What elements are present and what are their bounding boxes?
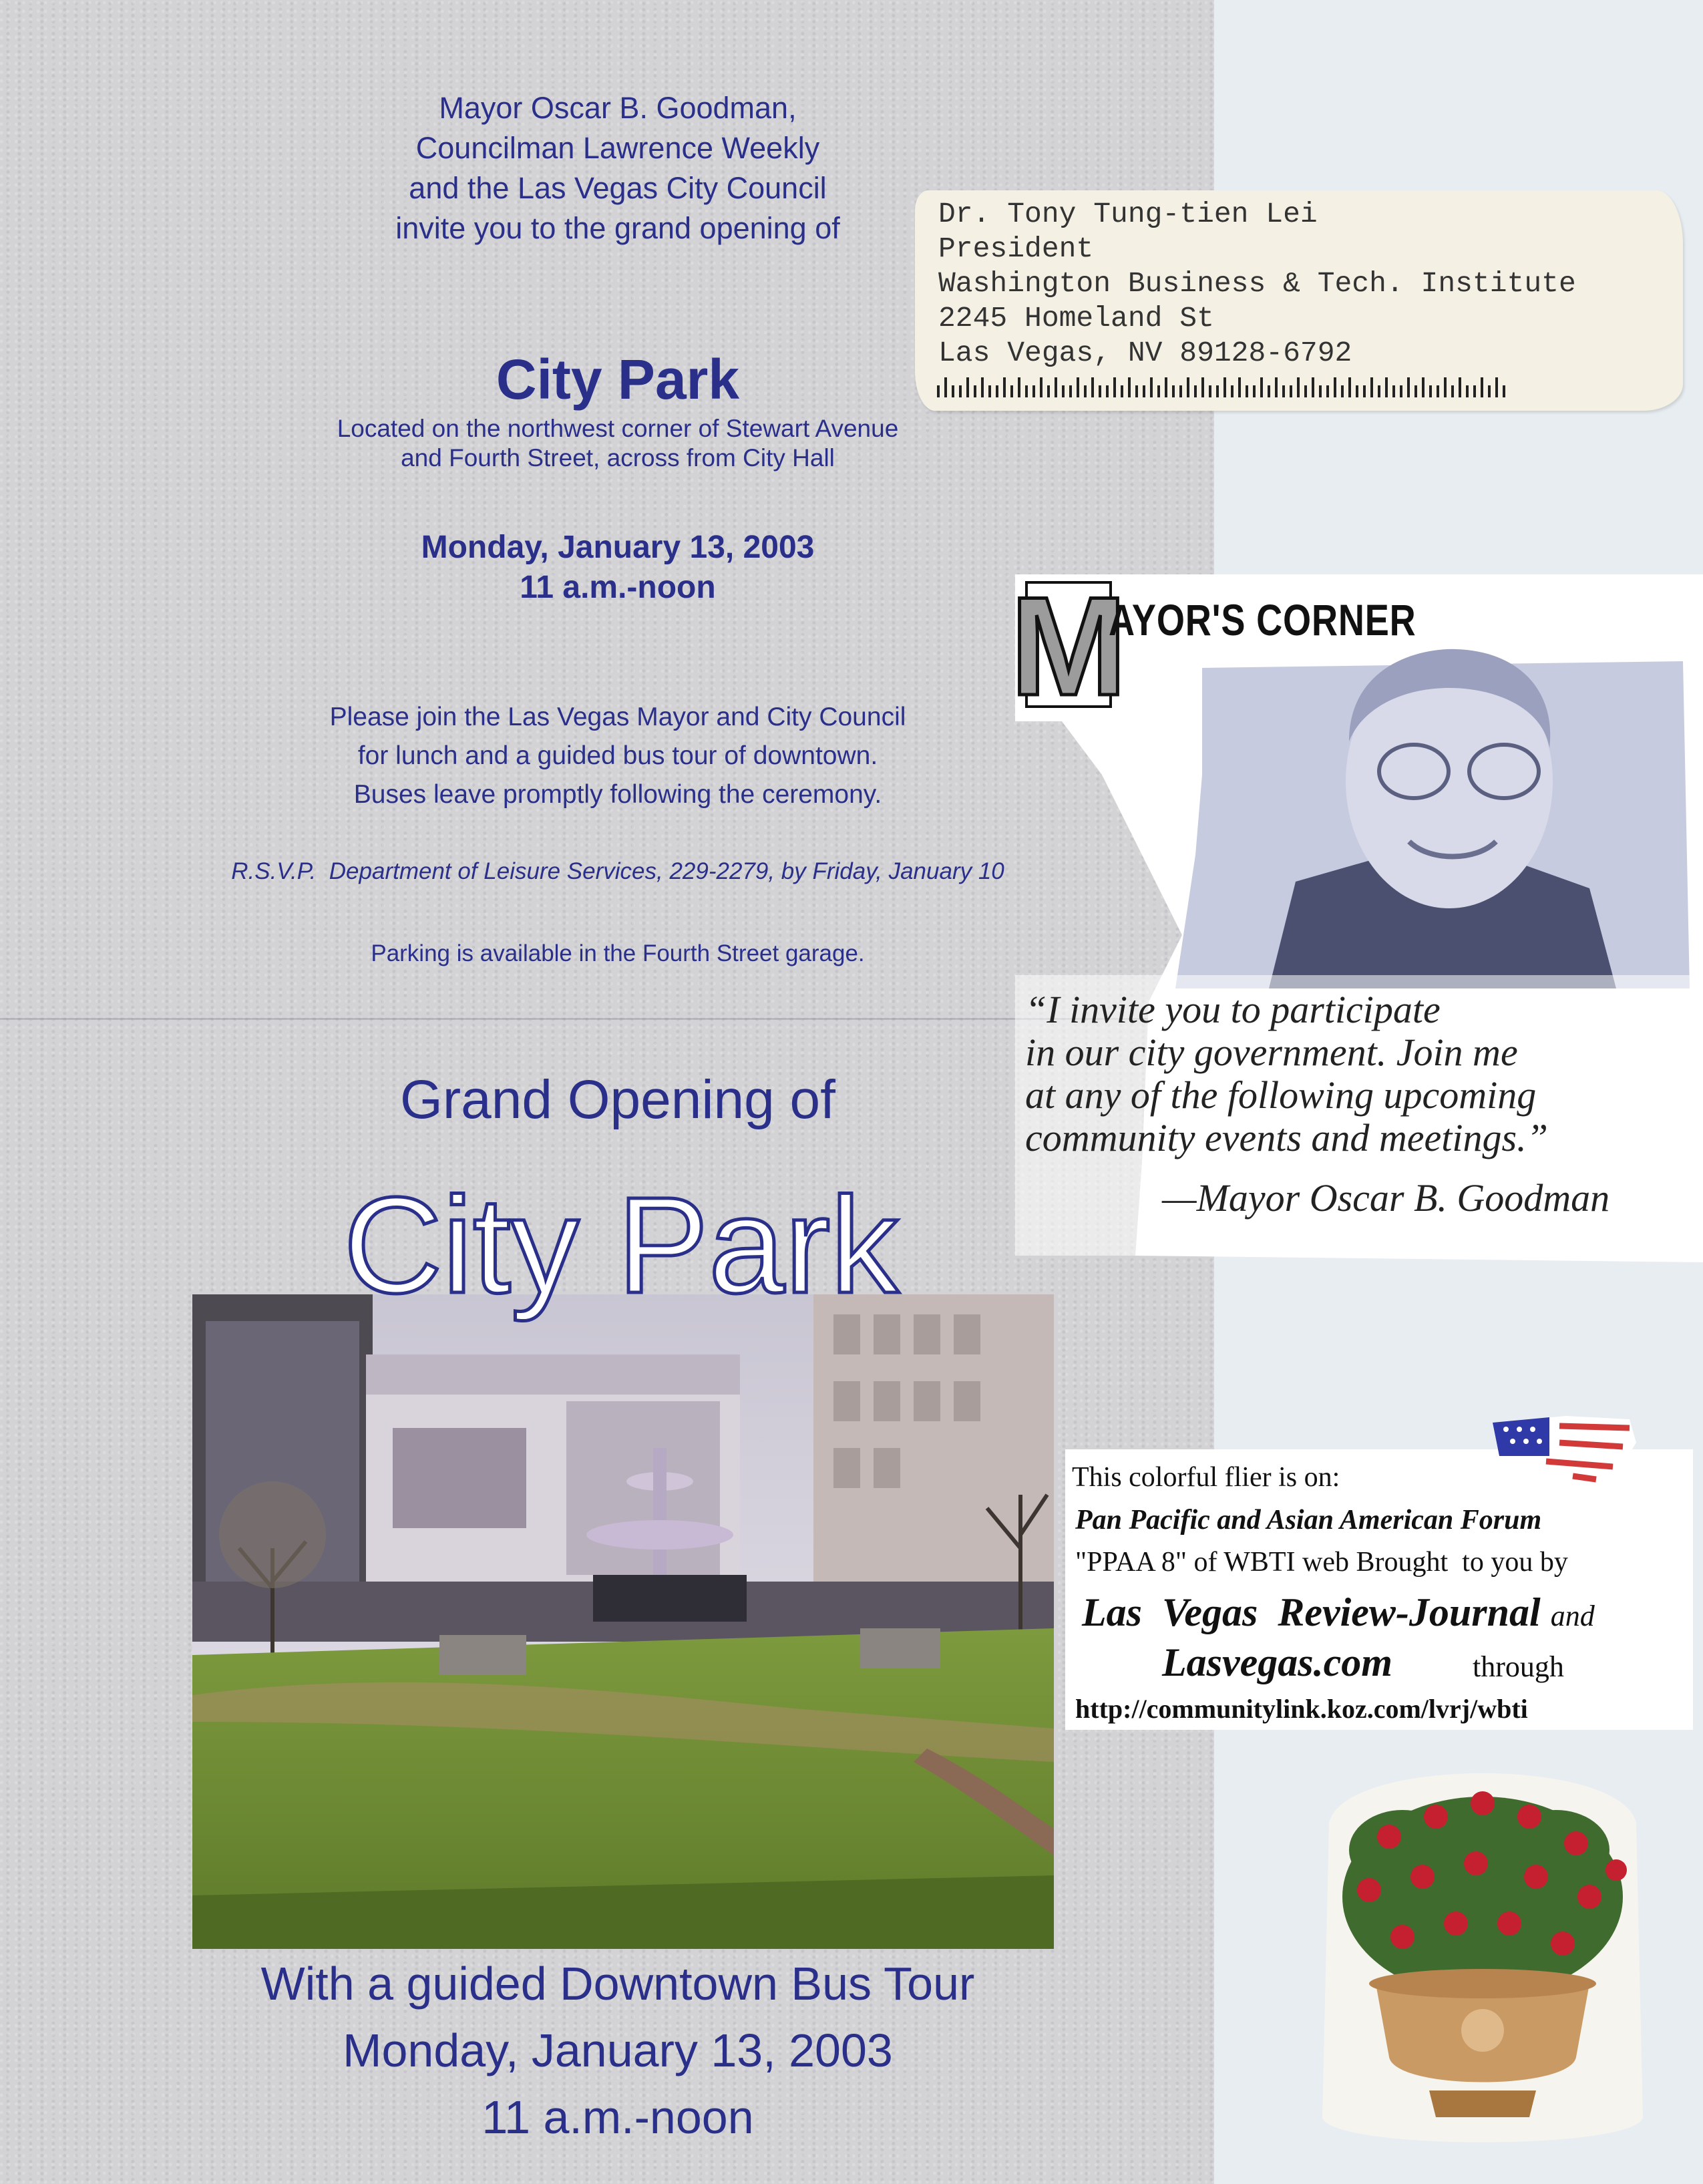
barcode-bar (1437, 385, 1439, 397)
join-line: Please join the Las Vegas Mayor and City Council (329, 703, 906, 731)
address-title: President (938, 232, 1094, 265)
barcode-bar (1444, 377, 1447, 397)
barcode-bar (1414, 385, 1417, 397)
barcode-bar (1348, 377, 1351, 397)
barcode-bar (1304, 385, 1307, 397)
event-date: Monday, January 13, 2003 (421, 530, 815, 565)
join-line: for lunch and a guided bus tour of downtown. (357, 741, 878, 770)
hosts-block (267, 88, 968, 248)
barcode-bar (1055, 377, 1057, 397)
location-line: Located on the northwest corner of Stewart Avenue (337, 415, 899, 442)
barcode-bar (1187, 377, 1189, 397)
mayors-corner-m-letter (1010, 568, 1127, 725)
barcode-bar (1179, 385, 1182, 397)
barcode-bar (988, 385, 991, 397)
barcode-bar (974, 385, 976, 397)
barcode-bar (1312, 377, 1314, 397)
barcode-bar (1268, 385, 1270, 397)
barcode-bar (1150, 377, 1153, 397)
barcode-bar (1495, 377, 1498, 397)
barcode-bar (952, 385, 954, 397)
barcode-bar (1025, 385, 1028, 397)
barcode-bar (1040, 377, 1043, 397)
lasvegas-com-name: Lasvegas.com (1162, 1640, 1392, 1684)
barcode-bar (1194, 385, 1197, 397)
mayor-quote (1025, 988, 1548, 1159)
grand-opening-heading: Grand Opening of (400, 1069, 835, 1130)
quote-line: in our city government. Join me (1025, 1031, 1518, 1074)
barcode-bar (1201, 377, 1204, 397)
barcode-bar (1275, 377, 1278, 397)
barcode-bar (1326, 385, 1329, 397)
barcode-bar (1451, 385, 1454, 397)
tour-block (134, 1950, 1102, 2151)
barcode-bar (1400, 385, 1402, 397)
barcode-bar (1407, 377, 1410, 397)
barcode-bar (959, 385, 962, 397)
address-name: Dr. Tony Tung-tien Lei (938, 198, 1318, 230)
city-park-outline-title (220, 1162, 1022, 1322)
barcode-bar (1216, 385, 1219, 397)
barcode-bar (1290, 385, 1292, 397)
barcode-bar (1135, 385, 1138, 397)
barcode-bar (1113, 377, 1116, 397)
event-datetime (267, 528, 968, 608)
barcode-bar (1422, 377, 1425, 397)
barcode-bar (1062, 385, 1065, 397)
barcode-bar (1077, 377, 1079, 397)
barcode-bar (1378, 385, 1380, 397)
barcode-bar (1047, 385, 1050, 397)
barcode-bar (937, 385, 940, 397)
svg-text:M: M (1010, 568, 1127, 725)
park-fountain-photo (192, 1294, 1054, 1949)
tour-time: 11 a.m.-noon (482, 2091, 754, 2143)
barcode-bar (1032, 385, 1035, 397)
community-link-url[interactable]: http://communitylink.koz.com/lvrj/wbti (1075, 1694, 1528, 1724)
rsvp-line: R.S.V.P. Department of Leisure Services, 229-2279, by Friday, January 10 (231, 858, 1004, 884)
barcode-bar (1128, 377, 1131, 397)
barcode-bar (1503, 385, 1505, 397)
rose-flowerpot-image (1302, 1743, 1663, 2164)
note-line-1: This colorful flier is on: (1072, 1462, 1340, 1493)
barcode-bar (1069, 385, 1072, 397)
barcode-bar (1297, 377, 1300, 397)
park-title: City Park (496, 348, 740, 411)
location-line: and Fourth Street, across from City Hall (401, 444, 835, 472)
barcode-bar (1334, 377, 1336, 397)
address-lines (938, 197, 1576, 371)
barcode-bar (1084, 385, 1087, 397)
note-and: and (1550, 1600, 1595, 1632)
barcode-bar (1010, 385, 1013, 397)
barcode-bar (1238, 377, 1241, 397)
note-through: through (1473, 1650, 1564, 1683)
barcode-bar (1165, 377, 1167, 397)
join-text (167, 698, 1069, 814)
barcode-bar (1091, 377, 1094, 397)
barcode-bar (1106, 385, 1109, 397)
barcode-bar (1356, 385, 1358, 397)
quote-line: at any of the following upcoming (1025, 1073, 1537, 1117)
parking-note: Parking is available in the Fourth Street garage. (371, 940, 865, 966)
note-line-4 (1082, 1590, 1595, 1636)
barcode-bar (1121, 385, 1123, 397)
barcode-bar (1099, 385, 1101, 397)
barcode-bar (981, 377, 984, 397)
barcode-bar (1341, 385, 1344, 397)
tour-date: Monday, January 13, 2003 (343, 2024, 893, 2076)
host-line: Councilman Lawrence Weekly (415, 131, 820, 165)
address-street: 2245 Homeland St (938, 302, 1214, 335)
barcode-bar (1392, 385, 1395, 397)
barcode-bar (1223, 377, 1226, 397)
location-block (200, 414, 1035, 473)
join-line: Buses leave promptly following the ceremony. (353, 780, 882, 809)
barcode-bar (1172, 385, 1175, 397)
mayors-corner-clipping (1010, 568, 1703, 1262)
barcode-bar (1363, 385, 1366, 397)
barcode-bar (1429, 385, 1432, 397)
barcode-bar (1488, 385, 1491, 397)
barcode-bar (1319, 385, 1322, 397)
event-time: 11 a.m.-noon (520, 570, 716, 605)
barcode-bar (1018, 377, 1020, 397)
barcode-bar (1466, 385, 1469, 397)
quote-line: community events and meetings.” (1025, 1116, 1548, 1159)
review-journal-name: Las Vegas Review-Journal (1082, 1590, 1541, 1634)
host-line: invite you to the grand opening of (395, 211, 840, 245)
barcode-bar (1385, 377, 1388, 397)
quote-line: “I invite you to participate (1025, 988, 1441, 1031)
barcode-bar (1003, 377, 1006, 397)
city-park-outline-text: City Park (343, 1169, 899, 1322)
barcode-bar (1253, 385, 1256, 397)
host-line: Mayor Oscar B. Goodman, (439, 91, 797, 125)
usa-flag-icon (1486, 1403, 1640, 1503)
barcode-bar (1209, 385, 1211, 397)
barcode-bar (1473, 385, 1476, 397)
barcode-bar (1282, 385, 1285, 397)
address-org: Washington Business & Tech. Institute (938, 267, 1576, 300)
barcode-bar (1231, 385, 1234, 397)
barcode-bar (1459, 377, 1461, 397)
barcode-bar (944, 377, 947, 397)
barcode-bar (1157, 385, 1160, 397)
barcode-bar (1370, 377, 1373, 397)
note-line-3: "PPAA 8" of WBTI web Brought to you by (1075, 1547, 1568, 1578)
barcode-bar (1260, 377, 1263, 397)
barcode-bar (1481, 377, 1483, 397)
tour-line: With a guided Downtown Bus Tour (260, 1958, 975, 2010)
address-label (915, 190, 1683, 411)
barcode-bar (1143, 385, 1145, 397)
quote-signature: —Mayor Oscar B. Goodman (1162, 1176, 1610, 1220)
host-line: and the Las Vegas City Council (409, 171, 827, 205)
barcode-icon (937, 377, 1511, 397)
barcode-bar (1246, 385, 1248, 397)
barcode-bar (996, 385, 998, 397)
address-city: Las Vegas, NV 89128-6792 (938, 337, 1352, 369)
barcode-bar (966, 377, 969, 397)
mayors-corner-heading: AYOR'S CORNER (1109, 595, 1416, 645)
note-line-2: Pan Pacific and Asian American Forum (1075, 1505, 1542, 1535)
